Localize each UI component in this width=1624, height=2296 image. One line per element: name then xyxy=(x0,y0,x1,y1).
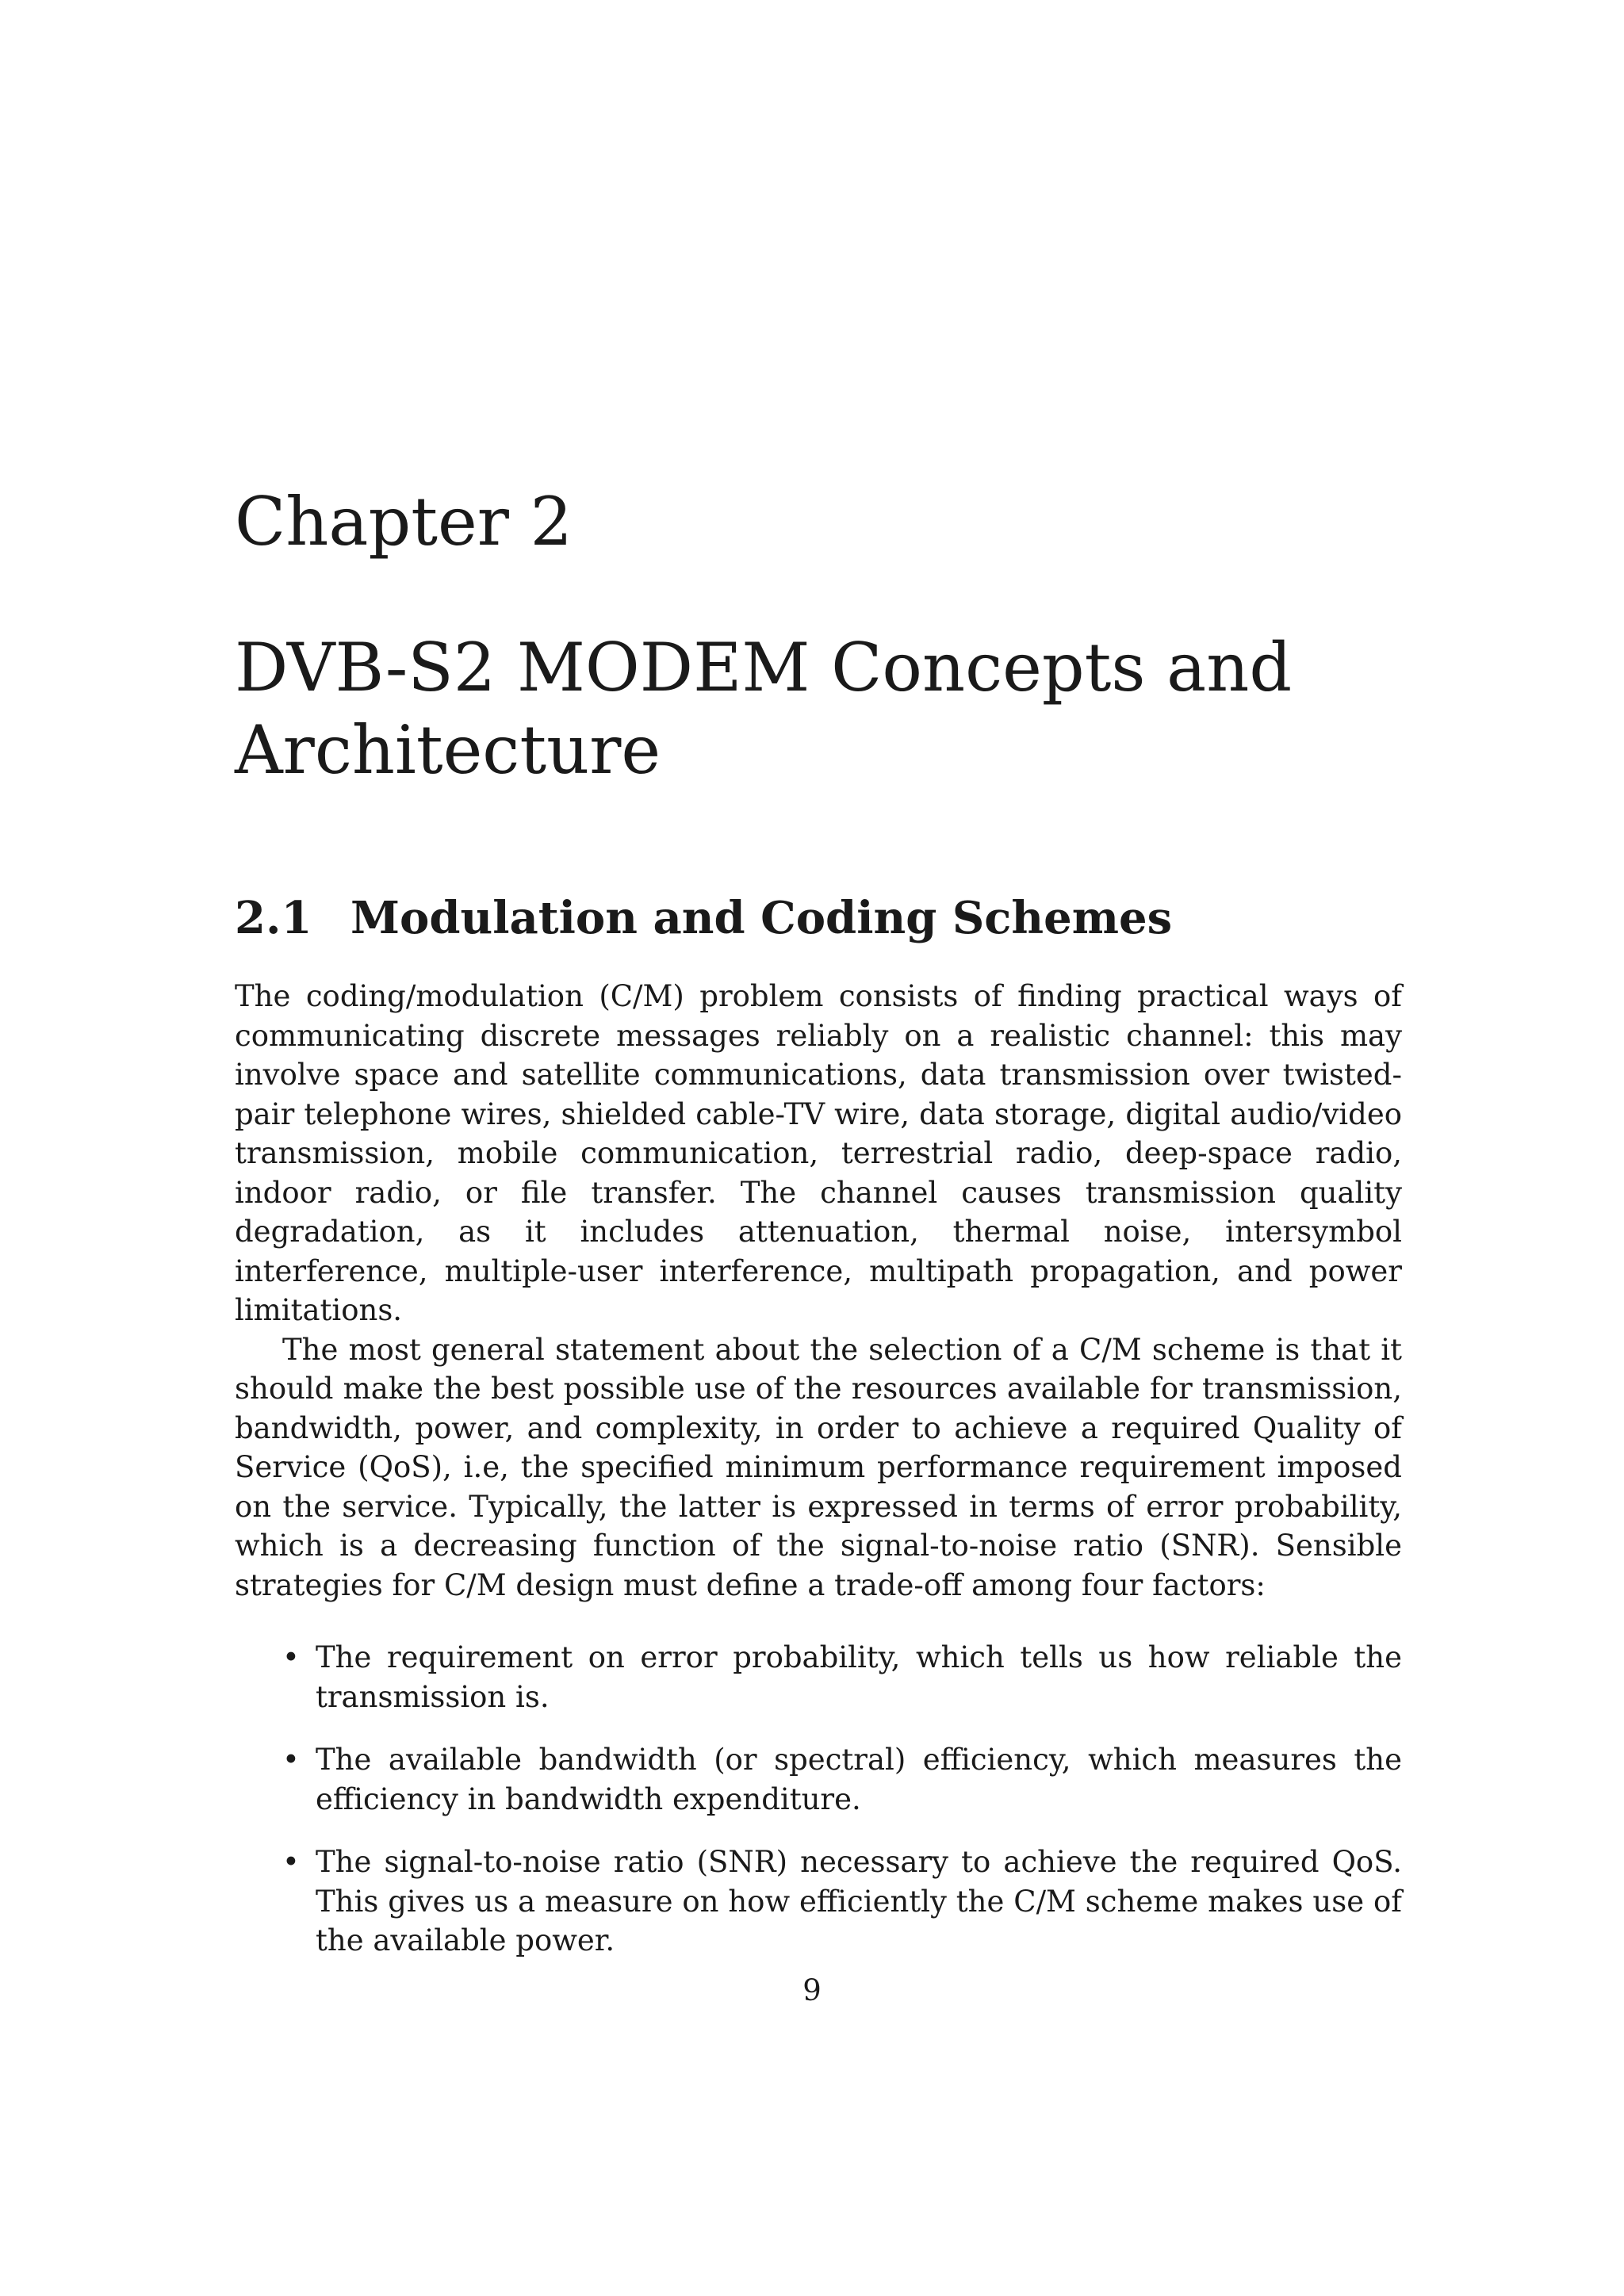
bullet-item xyxy=(235,1638,1402,1716)
paragraph-2: The most general statement about the selection of a C/M scheme is that it should make the best possible use of the resources available for transmission, bandwidth, power, and complexity, in order to achieve a required Quality of Service (QoS), i.e, the specified minimum performance requirement imposed on the service. Typically, the latter is expressed in terms of error probability, which is a decreasing function of the signal-to-noise ratio (SNR). Sensible strategies for C/M design must define a trade-off among four factors: xyxy=(235,1332,1402,1602)
paragraph-1: The coding/modulation (C/M) problem consists of finding practical ways of communicating discrete messages reliably on a realistic channel: this may involve space and satellite communications, data transmission over twisted-pair telephone wires, shielded cable-TV wire, data storage, digital audio/video transmission, mobile communication, terrestrial radio, deep-space radio, indoor radio, or file transfer. The channel causes transmission quality degradation, as it includes attenuation, thermal noise, intersymbol interference, multiple-user interference, multipath propagation, and power limitations. xyxy=(235,979,1402,1327)
bullet-icon: • xyxy=(282,1743,300,1777)
body-text xyxy=(235,977,1402,1984)
chapter-label: Chapter 2 xyxy=(235,483,573,561)
page-number: 9 xyxy=(802,1973,822,2007)
bullet-text: The available bandwidth (or spectral) efficiency, which measures the efficiency in bandwidth expenditure. xyxy=(316,1743,1402,1816)
bullet-item xyxy=(235,1843,1402,1961)
bullet-icon: • xyxy=(282,1845,300,1879)
bullet-text: The signal-to-noise ratio (SNR) necessary to achieve the required QoS. This gives us a measure on how efficiently the C/M scheme makes use of the available power. xyxy=(316,1845,1402,1957)
section-number: 2.1 xyxy=(235,892,312,944)
bullet-item xyxy=(235,1740,1402,1819)
bullet-icon: • xyxy=(282,1640,300,1674)
bullet-text: The requirement on error probability, which tells us how reliable the transmission is. xyxy=(316,1640,1402,1714)
chapter-title: DVB-S2 MODEM Concepts and Architecture xyxy=(235,629,1293,789)
section-heading xyxy=(235,890,1172,947)
section-title: Modulation and Coding Schemes xyxy=(350,892,1173,944)
bullet-list xyxy=(235,1638,1402,1961)
